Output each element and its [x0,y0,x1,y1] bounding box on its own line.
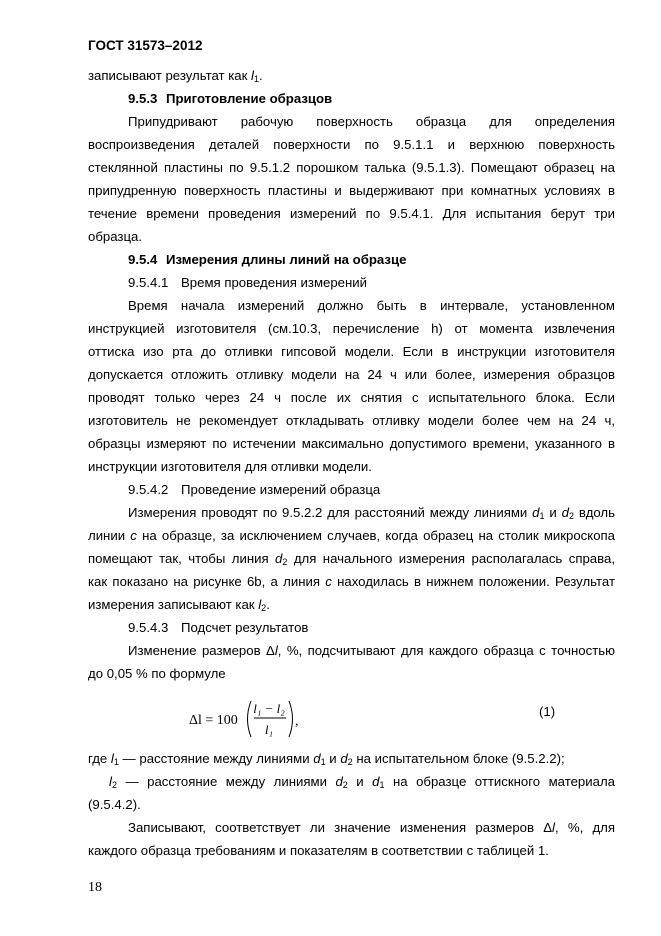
formula-tail: , [295,714,299,729]
formula-paren-left [248,701,252,737]
subsection-heading: 9.5.4.3 Подсчет результатов [128,620,309,635]
text-line: течение времени проведения измерений по 9.5.4.1. Для испытания берут три [88,206,615,221]
text-line: $l_2$ — расстояние между линиями $d_2$ и $d_1$ на образце оттискного материала [109,774,615,790]
text-line: стеклянной пластины по 9.5.1.2 порошком талька (9.5.1.3). Помещают образец на [88,160,615,175]
subsection-heading: 9.5.4.1 Время проведения измерений [128,275,368,290]
text-line: Припудривают рабочую поверхность образца для определения [128,114,615,129]
text-line: воспроизведения деталей поверхности по 9.5.1.1 и верхнюю поверхность [88,137,615,152]
text-line: Измерения проводят по 9.5.2.2 для расстояний между линиями $d_1$ и $d_2$ вдоль [128,505,615,521]
section-heading: 9.5.3 Приготовление образцов [128,91,333,106]
text-line: помещают так, чтобы линия $d_2$ для начального измерения располагалась справа, [88,551,615,567]
text-line: образца. [88,229,143,244]
text-line: образцы измеряют по истечении максимально допустимого времени, указанного в [88,436,615,451]
text-line: где $l_1$ — расстояние между линиями $d_1$ и $d_2$ на испытательном блоке (9.5.2.2); [88,751,565,767]
formula [189,697,319,741]
text-line: линии c на образце, за исключением случаев, когда образец на столик микроскопа [88,528,616,543]
standard-title: ГОСТ 31573–2012 [88,38,203,53]
text-line: каждого образца требованиям и показателям в соответствии с таблицей 1. [88,843,549,858]
formula-numerator: l₁ − l₂ [253,701,285,716]
text-line: инструкции изготовителя для отливки модели. [88,459,372,474]
formula-denominator: l₁ [264,722,274,737]
text-line: допускается отложить отливку модели на 24 ч или более, измерения образцов [88,367,615,382]
text-line: оттиска изо рта до отливки гипсовой модели. Если в инструкции изготовителя [88,344,615,359]
text-line: измерения записывают как $l_2$. [88,597,270,613]
formula-paren-right [289,701,293,737]
text-line: изготовитель не рекомендует откладывать отливку модели более чем на 24 ч, [88,413,615,428]
equation-number: (1) [539,704,556,719]
page-number: 18 [88,880,102,895]
text-line: Записывают, соответствует ли значение изменения размеров Δl, %, для [128,820,615,835]
text-line: инструкцией изготовителя (см.10.3, перечисление h) от момента извлечения [88,321,615,336]
text-line: записывают результат как $l_1$. [88,68,263,84]
text-line: припудренную поверхность пластины и выдерживают при комнатных условиях в [88,183,615,198]
section-heading: 9.5.4 Измерения длины линий на образце [128,252,407,267]
text-line: проводят только через 24 ч после их снятия с испытательного блока. Если [88,390,615,405]
text-line: Изменение размеров Δl, %, подсчитывают для каждого образца с точностью [128,643,615,658]
subsection-heading: 9.5.4.2 Проведение измерений образца [128,482,381,497]
text-line: до 0,05 % по формуле [88,666,226,681]
text-line: как показано на рисунке 6b, а линия c находилась в нижнем положении. Результат [88,574,615,589]
formula-lhs: Δl = 100 [189,713,238,728]
text-line: (9.5.4.2). [88,797,141,812]
text-line: Время начала измерений должно быть в интервале, установленном [128,298,615,313]
